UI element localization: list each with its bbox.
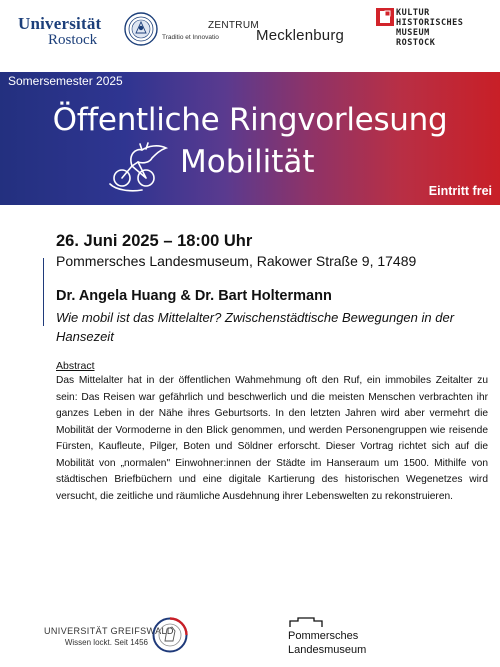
pommersches-line-2: Landesmuseum [288,644,367,656]
semester-label: Somersemester 2025 [8,74,123,88]
uni-rostock-seal-icon [124,12,158,46]
event-location: Pommersches Landesmuseum, Rakower Straße 9, 17489 [56,253,417,269]
pommersches-landesmuseum-logo [288,616,388,660]
greifswald-slogan: Wissen lockt. Seit 1456 [64,638,148,647]
title-banner [0,72,500,205]
museum-roof-icon [288,616,324,628]
accent-divider [43,258,44,326]
title-line-2: Mobilität [180,144,315,180]
museum-line-2: HISTORISCHES [396,18,464,28]
abstract-heading: Abstract [56,360,95,372]
zentrum-mecklenburg-logo [208,14,348,44]
museum-mark-icon [376,8,394,26]
admission-label: Eintritt frei [428,184,492,198]
museum-line-3: MUSEUM [396,28,430,38]
pommersches-line-1: Pommersches [288,630,359,642]
zentrum-label: ZENTRUM [208,20,259,31]
greifswald-seal-icon [152,617,188,653]
greifswald-name: UNIVERSITÄT GREIFSWALD [44,626,174,636]
abstract-text: Das Mittelalter hat in der öffentlichen Wahmehmung oft den Ruf, ein immobiles Zeitalter zu sein: Das Reisen war gefährlich und beschwerlich und die meisten Menschen verbrachten ihr ganzes Leben in der Nähe ihres Geburtsorts. In den letzten Jahren wird aber vermehrt die Mobilität der Vormoderne in den Blick genommen, und werden Personengruppen wie reisende Fürsten, Kaufleute, Pilger, Boten und Söldner erforscht. Dieser Vortrag richtet sich auf die Mobilität von „normalen" Einwohner:innen der Städte im Hanseraum um 1500. Mithilfe von städtischen Briefbüchern und eine digitale Kartierung des historischen Wegenetzes wird versucht, die zeitliche und räumliche Ausdehnung ihrer Lebenswelten zu rekonstruieren. [56,375,488,502]
bicycle-bird-logo-icon [102,140,178,196]
museum-line-1: KULTUR [396,8,430,18]
kulturhistorisches-museum-logo [376,8,496,58]
museum-line-4: ROSTOCK [396,38,436,48]
talk-title: Wie mobil ist das Mittelalter? Zwischenstädtische Bewegungen in der Hansezeit [56,310,455,344]
event-speakers: Dr. Angela Huang & Dr. Bart Holtermann [56,288,332,304]
logo-bar [0,0,500,72]
mecklenburg-label: Mecklenburg [256,27,345,44]
uni-rostock-name-line2: Rostock [48,32,98,48]
universitaet-greifswald-logo [44,617,194,657]
universitaet-rostock-logo [18,12,219,52]
uni-rostock-name-line1: Universität [18,14,102,33]
event-date-time: 26. Juni 2025 – 18:00 Uhr [56,232,253,250]
title-line-1: Öffentliche Ringvorlesung [52,102,448,138]
uni-rostock-motto: Traditio et Innovatio [162,34,219,41]
